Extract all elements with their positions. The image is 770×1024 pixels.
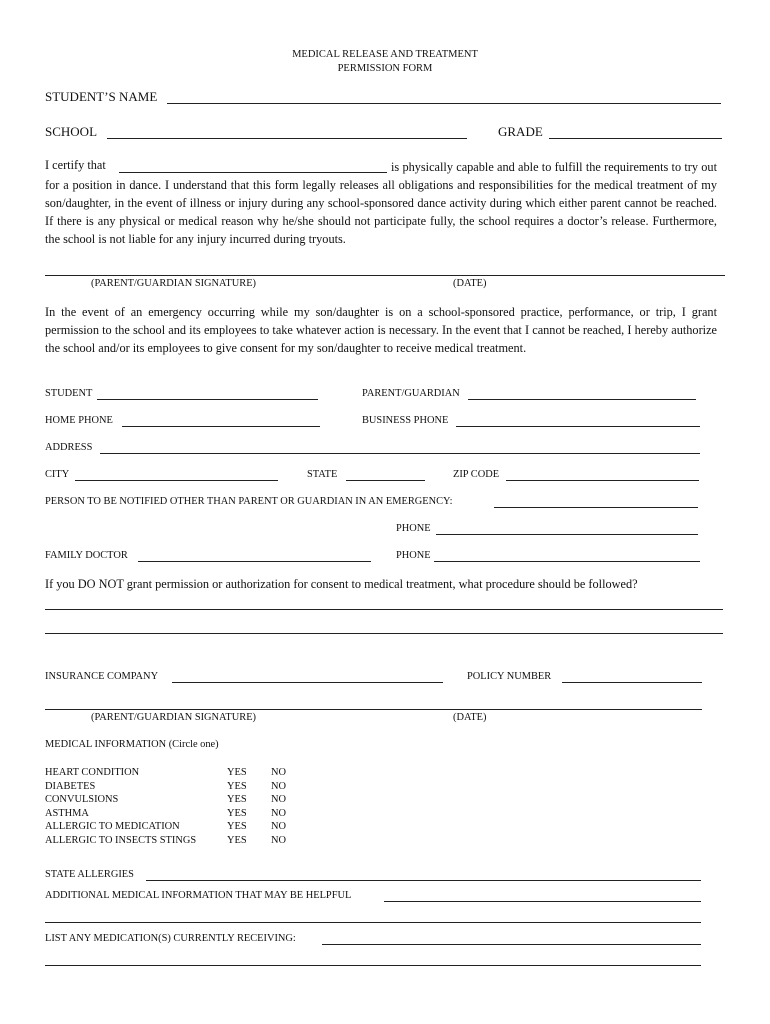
business-phone-label: BUSINESS PHONE — [362, 415, 449, 426]
city-field[interactable] — [75, 480, 278, 481]
condition-convulsions: CONVULSIONS — [45, 794, 119, 806]
no-column — [271, 766, 286, 848]
title-line-1: MEDICAL RELEASE AND TREATMENT — [292, 49, 478, 60]
no-option[interactable]: NO — [271, 794, 287, 806]
policy-number-label: POLICY NUMBER — [467, 671, 552, 682]
condition-asthma: ASTHMA — [45, 807, 89, 819]
yes-option[interactable]: YES — [227, 834, 247, 846]
no-option[interactable]: NO — [271, 767, 287, 778]
parent-signature-label-1: (PARENT/GUARDIAN SIGNATURE) — [91, 278, 257, 289]
procedure-field-line-2[interactable] — [45, 633, 723, 634]
grade-field[interactable] — [549, 138, 722, 139]
yes-option[interactable]: YES — [227, 807, 247, 819]
doctor-phone-field[interactable] — [434, 561, 700, 562]
no-option[interactable]: NO — [271, 780, 287, 792]
additional-info-label: ADDITIONAL MEDICAL INFORMATION THAT MAY BE HELPFUL — [45, 890, 352, 901]
certify-lead: I certify that — [45, 158, 106, 172]
state-field[interactable] — [346, 480, 425, 481]
state-label: STATE — [307, 469, 338, 480]
state-allergies-label: STATE ALLERGIES — [45, 869, 134, 880]
emergency-contact-label: PERSON TO BE NOTIFIED OTHER THAN PARENT OR GUARDIAN IN AN EMERGENCY: — [45, 496, 453, 507]
form-title — [0, 48, 770, 76]
condition-allergic-medication: ALLERGIC TO MEDICATION — [45, 821, 180, 833]
yes-column — [227, 766, 247, 848]
emergency-contact-field[interactable] — [494, 507, 698, 508]
procedure-field-line-1[interactable] — [45, 609, 723, 610]
condition-heart: HEART CONDITION — [45, 767, 140, 778]
zip-code-label: ZIP CODE — [453, 469, 500, 480]
yes-option[interactable]: YES — [227, 794, 247, 806]
yes-option[interactable]: YES — [227, 780, 247, 792]
date-label-2: (DATE) — [453, 712, 487, 723]
address-label: ADDRESS — [45, 442, 93, 453]
no-option[interactable]: NO — [271, 807, 287, 819]
emergency-phone-field[interactable] — [436, 534, 698, 535]
address-field[interactable] — [100, 453, 700, 454]
medical-info-heading: MEDICAL INFORMATION (Circle one) — [45, 739, 219, 750]
school-field[interactable] — [107, 138, 467, 139]
city-label: CITY — [45, 469, 70, 480]
yes-option[interactable]: YES — [227, 767, 247, 778]
family-doctor-label: FAMILY DOCTOR — [45, 550, 128, 561]
emergency-paragraph: In the event of an emergency occurring while my son/daughter is on a school-sponsored practice, performance, or trip, I grant permission to the school and its employees to take whatever action is necessary. In the event that I cannot be reached, I hereby authorize the school and/or its employees to give consent for my son/daughter to receive medical treatment. — [45, 305, 717, 355]
home-phone-field[interactable] — [122, 426, 320, 427]
family-doctor-field[interactable] — [138, 561, 371, 562]
emergency-phone-label: PHONE — [396, 523, 431, 534]
additional-info-field[interactable] — [384, 901, 701, 902]
student-name-label: STUDENT’S NAME — [45, 89, 158, 104]
medications-field-line-2[interactable] — [45, 965, 701, 966]
insurance-company-field[interactable] — [172, 682, 443, 683]
conditions-list — [45, 766, 196, 848]
parent-guardian-label: PARENT/GUARDIAN — [362, 388, 460, 399]
yes-option[interactable]: YES — [227, 821, 247, 833]
certify-paragraph: is physically capable and able to fulfill the requirements to try out for a position in dance. I understand that this form legally releases all obligations and responsibilities for the medical treatment of my son/daughter, in the event of illness or injury during any school-sponsored dance activity during which either parent cannot be reached. If there is any physical or medical reason why he/she should not participate fully, the school requires a doctor’s release. Furthermore, the school is not liable for any injury incurred during tryouts. — [45, 160, 717, 246]
parent-signature-label-2: (PARENT/GUARDIAN SIGNATURE) — [91, 712, 257, 723]
student-field[interactable] — [97, 399, 318, 400]
parent-guardian-field[interactable] — [468, 399, 696, 400]
business-phone-field[interactable] — [456, 426, 700, 427]
student-name-field[interactable] — [167, 103, 721, 104]
additional-info-field-line-2[interactable] — [45, 922, 701, 923]
home-phone-label: HOME PHONE — [45, 415, 113, 426]
parent-signature-field-1[interactable] — [45, 275, 725, 276]
insurance-company-label: INSURANCE COMPANY — [45, 671, 159, 682]
condition-diabetes: DIABETES — [45, 780, 96, 792]
grade-label: GRADE — [498, 124, 543, 139]
date-label-1: (DATE) — [453, 278, 487, 289]
doctor-phone-label: PHONE — [396, 550, 431, 561]
medications-field[interactable] — [322, 944, 701, 945]
policy-number-field[interactable] — [562, 682, 702, 683]
no-option[interactable]: NO — [271, 834, 287, 846]
school-label: SCHOOL — [45, 124, 98, 139]
state-allergies-field[interactable] — [146, 880, 701, 881]
condition-allergic-stings: ALLERGIC TO INSECTS STINGS — [45, 834, 197, 846]
medications-label: LIST ANY MEDICATION(S) CURRENTLY RECEIVING: — [45, 933, 296, 944]
student-label: STUDENT — [45, 388, 93, 399]
parent-signature-field-2[interactable] — [45, 709, 702, 710]
no-option[interactable]: NO — [271, 821, 287, 833]
no-consent-question: If you DO NOT grant permission or authorization for consent to medical treatment, what procedure should be followed? — [45, 577, 638, 591]
zip-code-field[interactable] — [506, 480, 699, 481]
title-line-2: PERMISSION FORM — [337, 63, 433, 74]
